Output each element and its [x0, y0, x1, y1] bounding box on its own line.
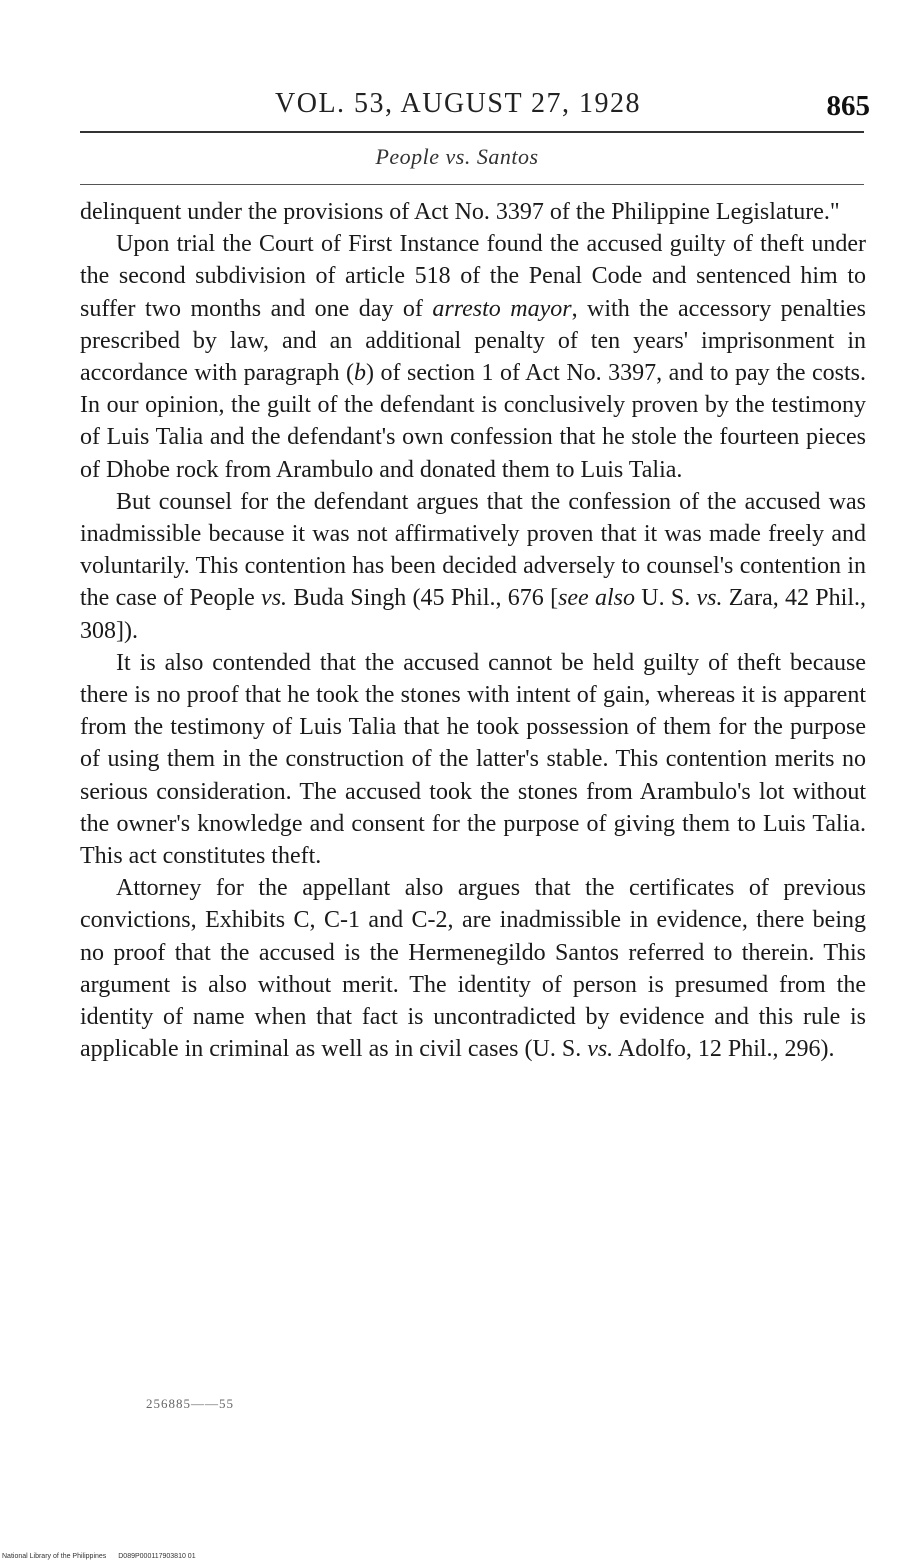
header-rule-top: [80, 131, 864, 133]
header-rule-bottom: [80, 184, 864, 185]
italic-vs: vs.: [261, 585, 288, 612]
volume-date-line: VOL. 53, AUGUST 27, 1928: [275, 88, 642, 119]
paragraph-4: It is also contended that the accused cannot be held guilty of theft because there is no proof that he took the stones with intent of gain, whereas it is apparent from the testimony of Luis Talia that he took possession of them for the purpose of using them in the construction of the latter's stable. This contention merits no serious consideration. The accused took the stones from Arambulo's lot without the owner's knowledge and consent for the purpose of giving them to Luis Talia. This act constitutes theft.: [80, 649, 866, 870]
body-text: [80, 196, 866, 1065]
printer-signature-mark: 256885——55: [146, 1396, 234, 1411]
footer-library: National Library of the Philippines: [2, 1553, 107, 1560]
scan-footer: [2, 1553, 206, 1560]
italic-vs: vs.: [696, 585, 723, 612]
paragraph-5: Attorney for the appellant also argues that the certificates of previous convictions, Exhibits C, C-1 and C-2, are inadmissible in evidence, there being no proof that the accused is the Hermenegildo Santos referred to therein. This argument is also without merit. The identity of person is presumed from the identity of name when that fact is uncontradicted by evidence and this rule is applicable in criminal as well as in civil cases (U. S. vs. Adolfo, 12 Phil., 296).: [80, 875, 866, 1063]
running-head: [80, 88, 870, 128]
paragraph-2: Upon trial the Court of First Instance found the accused guilty of theft under the second subdivision of article 518 of the Penal Code and sentenced him to suffer two months and one day of arresto mayor, with the accessory penalties prescribed by law, and an additional penalty of ten years' imprisonment in accordance with paragraph (b) of section 1 of Act No. 3397, and to pay the costs. In our opinion, the guilt of the defendant is conclusively proven by the testimony of Luis Talia and the defendant's own confession that he stole the fourteen pieces of Dhobe rock from Arambulo and donated them to Luis Talia.: [80, 231, 866, 483]
italic-letter: b: [354, 360, 367, 387]
italic-vs: vs.: [587, 1036, 614, 1063]
paragraph-1: delinquent under the provisions of Act No. 3397 of the Philippine Legislature.": [80, 199, 840, 225]
italic-term: arresto mayor: [432, 295, 572, 322]
footer-doc-id: D089P000117903810 01: [118, 1553, 196, 1560]
paragraph-3: But counsel for the defendant argues that the confession of the accused was inadmissible because it was not affirmatively proven that it was made freely and voluntarily. This contention has been decided adversely to counsel's contention in the case of People vs. Buda Singh (45 Phil., 676 [see also U. S. vs. Zara, 42 Phil., 308]).: [80, 488, 866, 644]
page-number: 865: [826, 90, 870, 122]
case-title: People vs. Santos: [375, 144, 539, 169]
italic-see-also: see also: [558, 585, 635, 612]
